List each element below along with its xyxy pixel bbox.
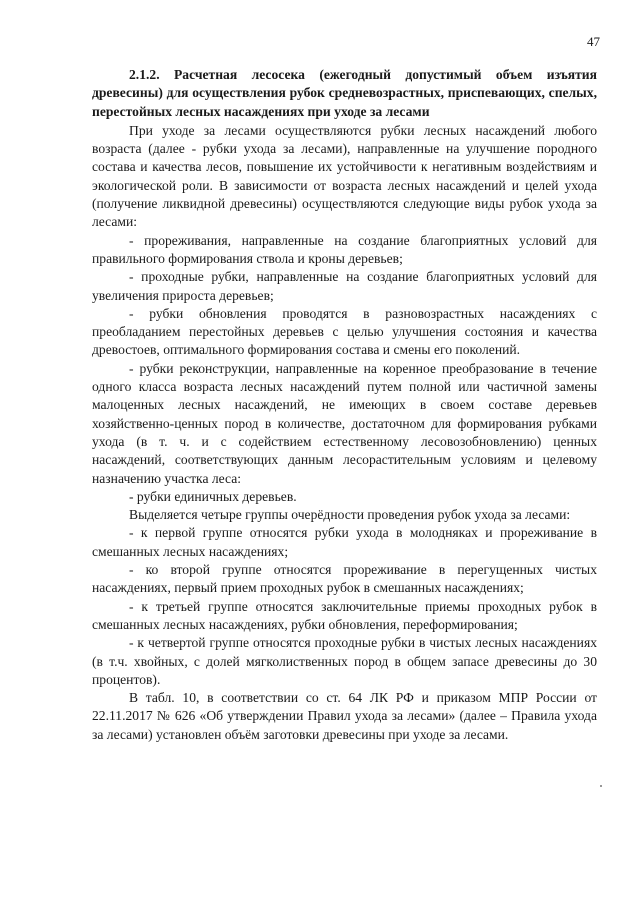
list-item-renewal-cuttings: - рубки обновления проводятся в разновозрастных насаждениях с преобладанием перестойных деревьев с целью улучшения состояния и качества древостоев, оптимального формирования состава и смены его поколений. [92,305,597,358]
list-item-thinning: - прореживания, направленные на создание благоприятных условий для правильного формирования ствола и кроны деревьев; [92,232,597,266]
list-item-single-tree-cuttings: - рубки единичных деревьев. [129,488,297,504]
scan-speck [600,785,602,787]
list-item-reconstruction-cuttings: - рубки реконструкции, направленные на коренное преобразование в течение одного класса возраста лесных насаждений путем полной или частичной замены малоценных лесных насаждений, не имеющих в своем составе деревьев хозяйственно-ценных пород в количестве, достаточном для формирования рубками ухода (в т. ч. и с содействием естественному лесовозобновлению) ценных насаждений, соответствующих данным лесорастительным условиям и целевому назначению участка леса: [92,360,597,486]
group-fourth: - к четвертой группе относятся проходные рубки в чистых лесных насаждениях (в т.ч. хвойных, с долей мягколиственных пород в общем запасе древесины до 30 процентов). [92,635,597,687]
section-heading: 2.1.2. Расчетная лесосека (ежегодный допустимый объем изъятия древесины) для осуществления рубок средневозрастных, приспевающих, спелых, перестойных лесных насаждениях при уходе за лесами [92,67,597,119]
group-third: - к третьей группе относятся заключительные приемы проходных рубок в смешанных лесных насаждениях, рубки обновления, переформирования; [92,598,597,632]
group-first: - к первой группе относятся рубки ухода в молодняках и прореживание в смешанных лесных насаждениях; [92,525,597,559]
group-second: - ко второй группе относятся прореживание в перегущенных чистых насаждениях, первый прием проходных рубок в смешанных насаждениях; [92,562,597,596]
paragraph-intro: При уходе за лесами осуществляются рубки лесных насаждений любого возраста (далее - рубки ухода за лесами), направленные на улучшение породного состава и качества лесов, повышение их устойчивости к негативным воздействиям и экологической роли. В зависимости от возраста лесных насаждений и целей ухода (получение ликвидной древесины) осуществляются следующие виды рубок ухода за лесами: [92,122,597,230]
page-number: 47 [587,34,600,49]
document-body [92,66,597,744]
closing-paragraph: В табл. 10, в соответствии со ст. 64 ЛК РФ и приказом МПР России от 22.11.2017 № 626 «Об утверждении Правил ухода за лесами» (далее – Правила ухода за лесами) установлен объём заготовки древесины при уходе за лесами. [92,690,597,742]
groups-intro: Выделяется четыре группы очерёдности проведения рубок ухода за лесами: [129,507,571,523]
list-item-passage-cuttings: - проходные рубки, направленные на создание благоприятных условий для увеличения прироста деревьев; [92,269,597,303]
